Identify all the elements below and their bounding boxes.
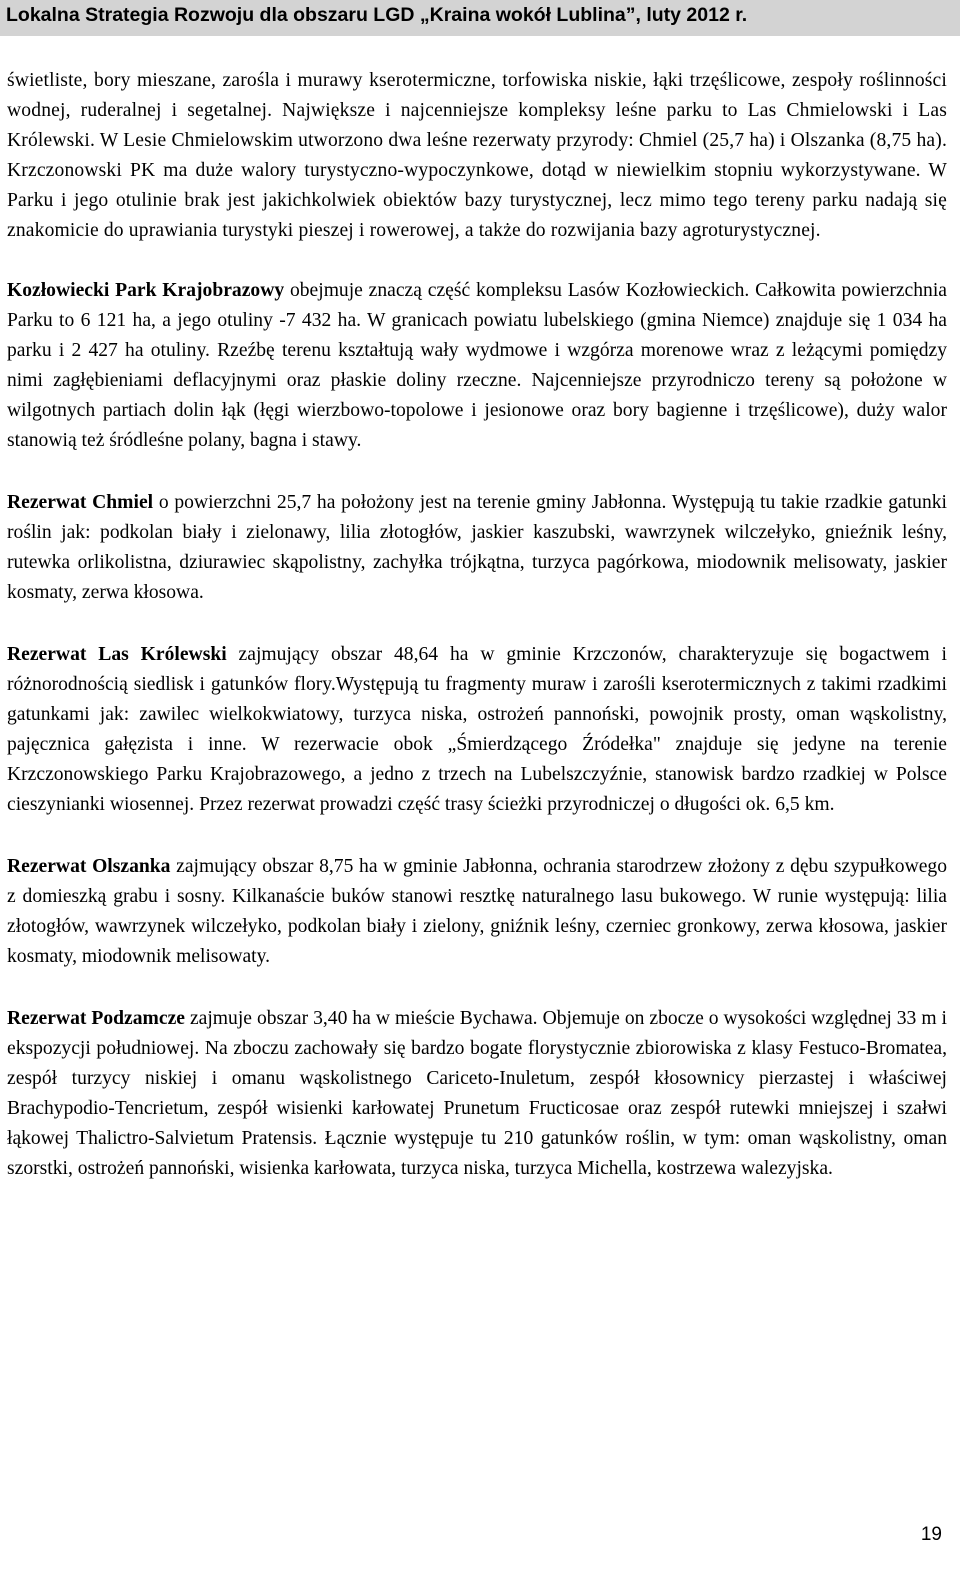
paragraph-text: zajmuje obszar 3,40 ha w mieście Bychawa. Objemuje on zbocze o wysokości względnej 33 m i ekspozycji południowej. Na zboczu zachowały się bardzo bogate florystycznie zbiorowiska z klasy Festuco-Bromatea, zespół turzycy niskiej i omanu wąskolistnego Cariceto-Inuletum, zespół kłosownicy pierzastej i właściwej Brachypodio-Tencrietum, zespół wisienki karłowatej Prunetum Fructicosae oraz zespół rutewki mniejszej i szałwi łąkowej Thalictro-Salvietum Pratensis. Łącznie występuje tu 210 gatunków roślin, w tym: oman wąskolistny, oman szorstki, ostrożeń pannoński, wisienka karłowata, turzyca niska, turzyca Michella, kostrzewa walezyjska. xyxy=(7,1008,948,1179)
paragraph-rezerwat-las-krolewski xyxy=(7,640,947,820)
paragraph-rezerwat-chmiel xyxy=(7,488,947,608)
paragraph-krzczonowski-park xyxy=(7,66,947,246)
paragraph-lead-term: Rezerwat Podzamcze xyxy=(7,1008,185,1029)
paragraph-lead-term: Rezerwat Las Królewski xyxy=(7,644,227,665)
document-body xyxy=(7,66,947,1184)
paragraph-rezerwat-podzamcze xyxy=(7,1004,947,1184)
paragraph-text: świetliste, bory mieszane, zarośla i murawy kserotermiczne, torfowiska niskie, łąki trzęślicowe, zespoły roślinności wodnej, ruderalnej i segetalnej. Największe i najcenniejsze kompleksy leśne parku to Las Chmielowski i Las Królewski. W Lesie Chmielowskim utworzono dwa leśne rezerwaty przyrody: Chmiel (25,7 ha) i Olszanka (8,75 ha). Krzczonowski PK ma duże walory turystyczno-wypoczynkowe, dotąd w niewielkim stopniu wykorzystywane. W Parku i jego otulinie brak jest jakichkolwiek obiektów bazy turystycznej, lecz mimo tego tereny parku nadają się znakomicie do uprawiania turystyki pieszej i rowerowej, a także do rozwijania bazy agroturystycznej. xyxy=(7,70,947,241)
paragraph-lead-term: Kozłowiecki Park Krajobrazowy xyxy=(7,280,285,301)
paragraph-text: zajmujący obszar 48,64 ha w gminie Krzczonów, charakteryzuje się bogactwem i różnorodnością siedlisk i gatunków flory.Występują tu fragmenty muraw i zarośli kserotermicznych z takimi rzadkimi gatunkami jak: zawilec wielkokwiatowy, turzyca niska, ostrożeń pannoński, powojnik prosty, oman wąskolistny, pajęcznica gałęzista i inne. W rezerwacie obok „Śmierdzącego Źródełka" znajduje się jedyne na terenie Krzczonowskiego Parku Krajobrazowego, a jedno z trzech na Lubelszczyźnie, stanowisk bardzo rzadkiej w Polsce cieszynianki wiosennej. Przez rezerwat prowadzi część trasy ścieżki przyrodniczej o długości ok. 6,5 km. xyxy=(7,644,948,815)
paragraph-text: zajmujący obszar 8,75 ha w gminie Jabłonna, ochrania starodrzew złożony z dębu szypułkowego z domieszką grabu i sosny. Kilkanaście buków stanowi resztkę naturalnego lasu bukowego. W runie występują: lilia złotogłów, wawrzynek wilczełyko, podkolan biały i zielony, gniźnik leśny, czerniec gronkowy, zerwa kłosowa, jaskier kosmaty, miodownik melisowaty. xyxy=(7,856,948,967)
paragraph-lead-term: Rezerwat Olszanka xyxy=(7,856,171,877)
paragraph-text: obejmuje znaczą część kompleksu Lasów Kozłowieckich. Całkowita powierzchnia Parku to 6 121 ha, a jego otuliny -7 432 ha. W granicach powiatu lubelskiego (gmina Niemce) znajduje się 1 034 ha parku i 2 427 ha otuliny. Rzeźbę terenu kształtują wały wydmowe i wzgórza morenowe wraz z leżącymi pomiędzy nimi zagłębieniami deflacyjnymi oraz płaskie doliny rzeczne. Najcenniejsze przyrodniczo tereny są położone w wilgotnych partiach dolin łąk (łęgi wierzbowo-topolowe i jesionowe oraz bory bagienne i trzęślicowe), duży walor stanowią też śródleśne polany, bagna i stawy. xyxy=(7,280,947,451)
paragraph-kozlowiecki-park xyxy=(7,276,947,456)
running-header xyxy=(0,0,960,36)
paragraph-lead-term: Rezerwat Chmiel xyxy=(7,492,154,513)
header-title: Lokalna Strategia Rozwoju dla obszaru LGD „Kraina wokół Lublina”, luty 2012 r. xyxy=(6,4,748,26)
page-number: 19 xyxy=(920,1524,942,1545)
paragraph-rezerwat-olszanka xyxy=(7,852,947,972)
paragraph-text: o powierzchni 25,7 ha położony jest na terenie gminy Jabłonna. Występują tu takie rzadkie gatunki roślin jak: podkolan biały i zielonawy, lilia złotogłów, jaskier kaszubski, wawrzynek wilczełyko, gnieźnik leśny, rutewka orlikolistna, dziurawiec skąpolistny, zachyłka trójkątna, turzyca pagórkowa, miodownik melisowaty, jaskier kosmaty, zerwa kłosowa. xyxy=(7,492,947,603)
